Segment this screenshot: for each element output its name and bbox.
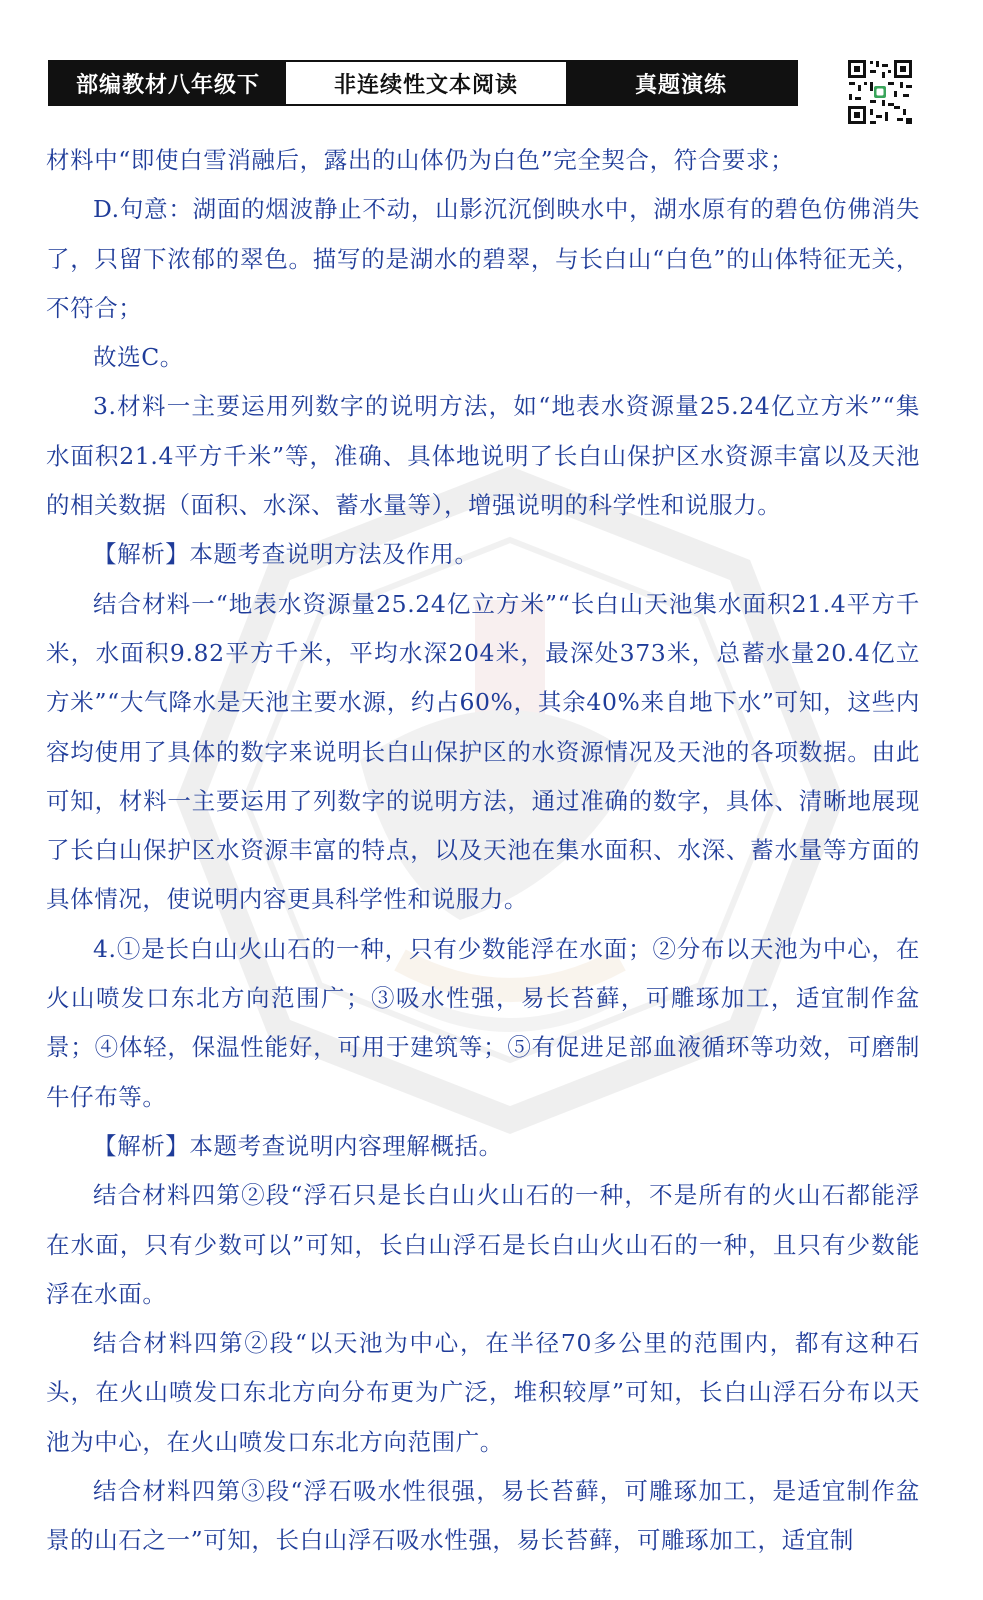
paragraph: 结合材料一“地表水资源量25.24亿立方米”“长白山天池集水面积21.4平方千米，水面积9.82平方千米，平均水深204米，最深处373米，总蓄水量20.4亿立方米”“大气降水是天池主要水源，约占60%，其余40%来自地下水”可知，这些内容均使用了具体的数字来说明长白山保护区的水资源情况及天池的各项数据。由此可知，材料一主要运用了列数字的说明方法，通过准确的数字，具体、清晰地展现了长白山保护区水资源丰富的特点，以及天池在集水面积、水深、蓄水量等方面的具体情况，使说明内容更具科学性和说服力。 (46, 589, 920, 914)
paragraph: 结合材料四第②段“浮石只是长白山火山石的一种，不是所有的火山石都能浮在水面，只有少数可以”可知，长白山浮石是长白山火山石的一种，且只有少数能浮在水面。 (46, 1181, 920, 1308)
paragraph: 4.①是长白山火山石的一种，只有少数能浮在水面；②分布以天池为中心，在火山喷发口东北方向范围广；③吸水性强，易长苔藓，可雕琢加工，适宜制作盆景；④体轻，保温性能好，可用于建筑等；⑤有促进足部血液循环等功效，可磨制牛仔布等。 (46, 934, 920, 1111)
paragraph: D.句意：湖面的烟波静止不动，山影沉沉倒映水中，湖水原有的碧色仿佛消失了，只留下浓郁的翠色。描写的是湖水的碧翠，与长白山“白色”的山体特征无关，不符合； (46, 195, 920, 322)
page-header (48, 60, 798, 106)
paragraph: 结合材料四第②段“以天池为中心，在半径70多公里的范围内，都有这种石头，在火山喷发口东北方向分布更为广泛，堆积较厚”可知，长白山浮石分布以天池为中心，在火山喷发口东北方向范围广。 (46, 1329, 920, 1456)
paragraph: 【解析】本题考查说明内容理解概括。 (93, 1131, 503, 1160)
paragraph: 结合材料四第③段“浮石吸水性很强，易长苔藓，可雕琢加工，是适宜制作盆景的山石之一”可知，长白山浮石吸水性强，易长苔藓，可雕琢加工，适宜制 (46, 1477, 920, 1555)
qr-code-icon (846, 58, 914, 126)
header-textbook-label: 部编教材八年级下 (50, 62, 286, 104)
paragraph: 3.材料一主要运用列数字的说明方法，如“地表水资源量25.24亿立方米”“集水面积21.4平方千米”等，准确、具体地说明了长白山保护区水资源丰富以及天池的相关数据（面积、水深、蓄水量等），增强说明的科学性和说服力。 (46, 392, 920, 520)
paragraph: 材料中“即使白雪消融后，露出的山体仍为白色”完全契合，符合要求； (46, 146, 795, 174)
paragraph: 故选C。 (93, 343, 184, 372)
header-topic-label: 非连续性文本阅读 (286, 62, 566, 104)
answer-text-body (46, 136, 920, 1566)
header-section-label: 真题演练 (566, 62, 796, 104)
paragraph: 【解析】本题考查说明方法及作用。 (93, 540, 479, 569)
